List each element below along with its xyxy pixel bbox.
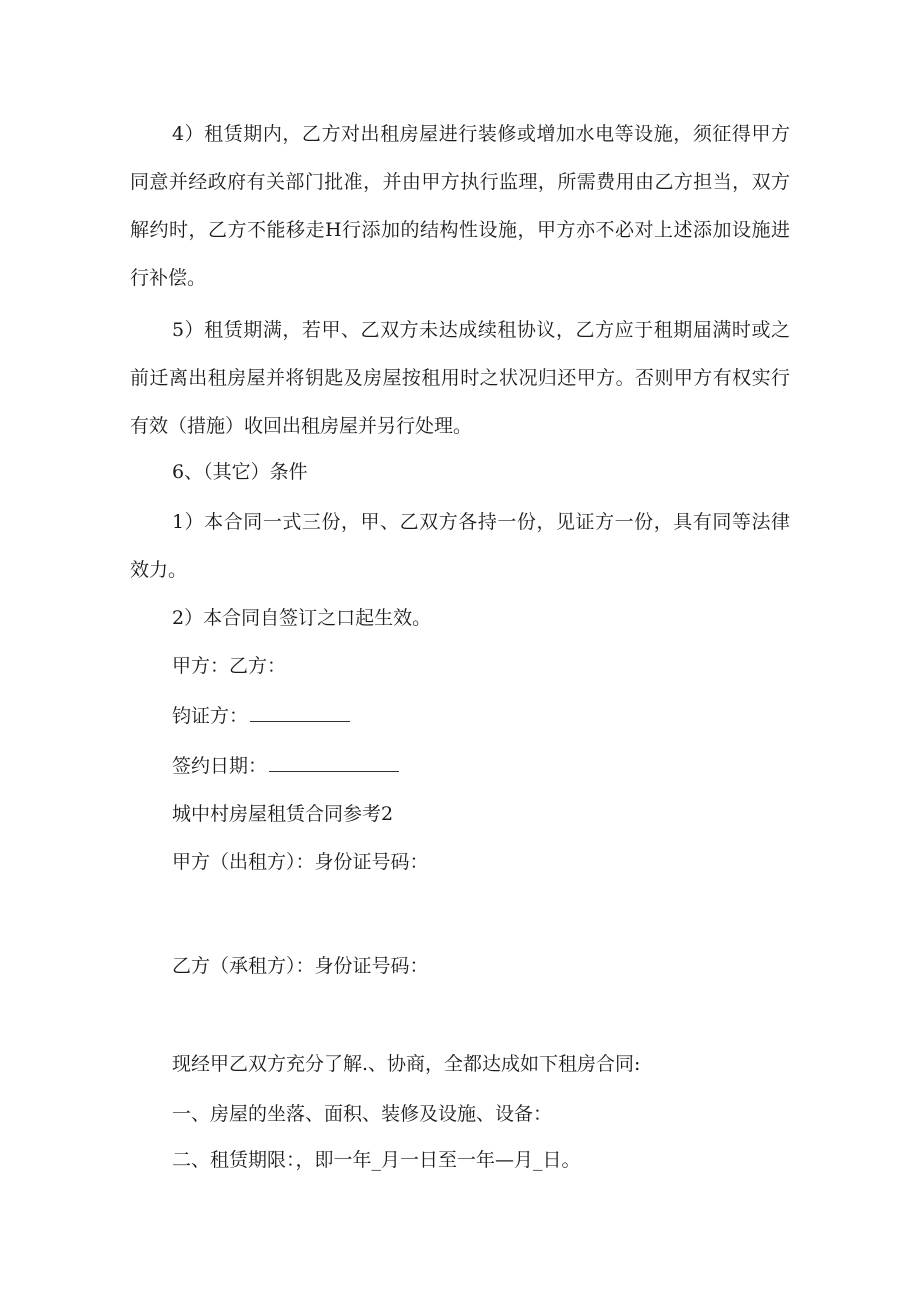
witness-blank [250,699,350,722]
sign-date-line [172,742,399,790]
section-6-heading: 6、（其它）条件 [172,461,308,483]
agreement-intro: 现经甲乙双方充分了解.、协商，全都达成如下租房合同: [172,1053,641,1075]
sign-date-blank [269,749,399,772]
condition-1-paragraph: 1）本合同一式三份，甲、乙双方各持一份，见证方一份，具有同等法律效力。 [130,511,790,581]
clause-4-paragraph: 4）租赁期内，乙方对出租房屋进行装修或增加水电等设施，须征得甲方同意并经政府有关部门批准，并由甲方执行监理，所需费用由乙方担当，双方解约时，乙方不能移走H行添加的结构性设施，甲方亦不必对上述添加设施进行补偿。 [130,123,790,289]
item-2-lease-term: 二、租赁期限：，即一年_月一日至一年—月_日。 [172,1149,581,1171]
clause-5-paragraph: 5）租赁期满，若甲、乙双方未达成续租协议，乙方应于租期届满时或之前迁离出租房屋并将钥匙及房屋按租用时之状况归还甲方。否则甲方有权实行有效（措施）收回出租房屋并另行处理。 [130,319,790,437]
contract-2-title: 城中村房屋租赁合同参考2 [172,803,394,825]
condition-2-paragraph: 2）本合同自签订之口起生效。 [172,607,432,629]
party-b-line: 乙方（承租方）：身份证号码： [172,955,429,977]
parties-signature-line: 甲方：乙方： [172,655,287,677]
party-a-line: 甲方（出租方）：身份证号码： [172,851,429,873]
sign-date-label: 签约日期： [172,755,268,777]
item-1-premises: 一、房屋的坐落、面积、装修及设施、设备： [172,1103,553,1125]
witness-line [172,692,350,740]
witness-label: 钧证方： [172,705,249,727]
